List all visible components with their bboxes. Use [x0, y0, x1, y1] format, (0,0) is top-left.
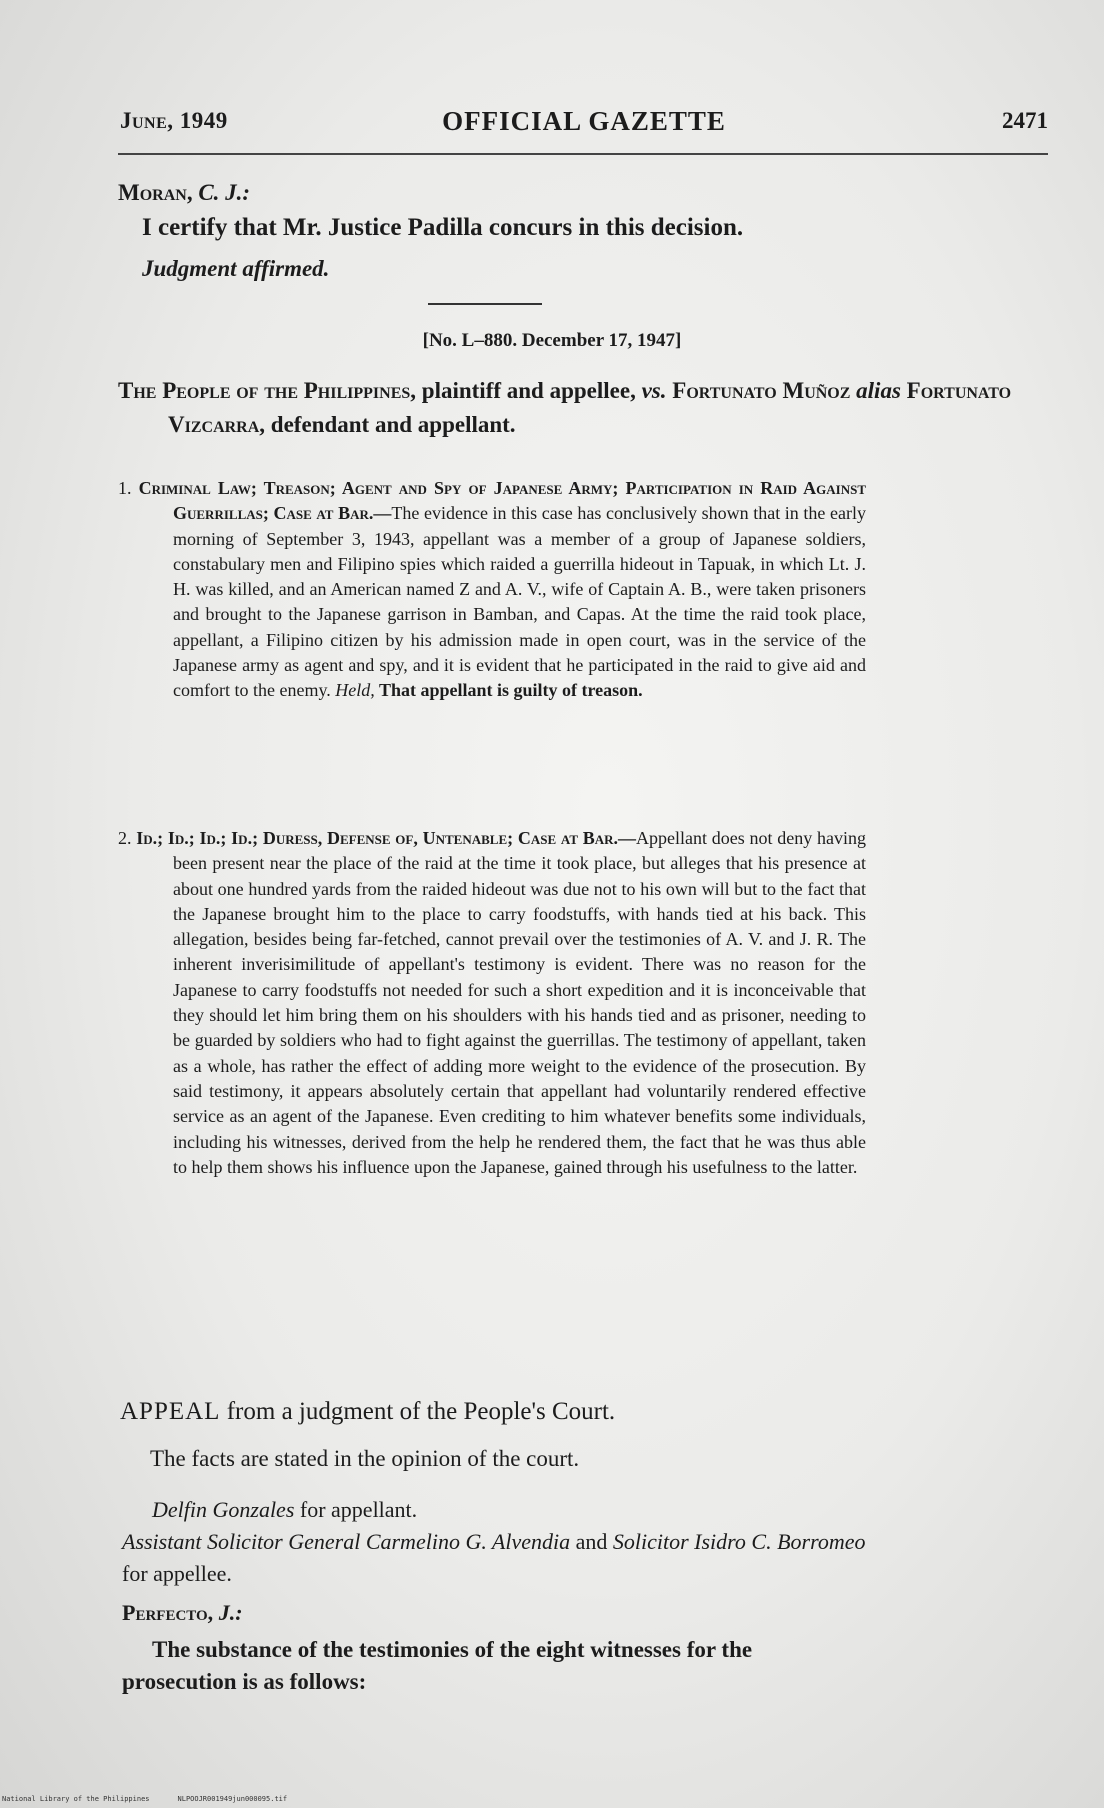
party-plaintiff: The People of the Philippines,	[118, 378, 417, 403]
justice-name: Moran,	[118, 180, 193, 205]
footer-file: NLPOOJR001949jun000095.tif	[177, 1795, 288, 1803]
syllabus-heading: Criminal Law; Treason; Agent and Spy of Japanese Army; Participation in Raid Against Guerrillas; Case at Bar.—	[138, 478, 867, 524]
appellee-role: for appellee.	[122, 1561, 232, 1586]
preceding-justice	[118, 180, 1038, 206]
case-number: [No. L–880. December 17, 1947]	[422, 330, 682, 351]
syllabus-item	[118, 476, 866, 704]
role-plaintiff: plaintiff and appellee,	[416, 378, 642, 403]
held-label: Held,	[335, 680, 375, 701]
footer-library: National Library of the Philippines	[2, 1795, 150, 1803]
opinion-text: The substance of the testimonies of the eight witnesses for the prosecution is as follows:	[122, 1637, 753, 1694]
party-defendant: Fortunato Muñoz	[666, 378, 857, 403]
appellant-role: for appellant.	[294, 1497, 418, 1522]
role-defendant: defendant and appellant.	[265, 412, 516, 437]
opinion-justice-name: Perfecto,	[122, 1600, 214, 1625]
appellant-counsel: Delfin Gonzales	[152, 1497, 295, 1522]
facts-line: The facts are stated in the opinion of the court.	[150, 1446, 580, 1471]
versus: vs.	[641, 378, 667, 403]
appellee-counsel-2: Solicitor Isidro C. Borromeo	[612, 1529, 866, 1554]
appeal-text: from a judgment of the People's Court.	[220, 1398, 616, 1425]
appeal-lead: APPEAL	[120, 1398, 221, 1425]
disposition-text: Judgment affirmed.	[142, 256, 330, 281]
syllabus-text: The evidence in this case has conclusively shown that in the early morning of September 3, 1943, appellant was a member of a group of Japanese soldiers, constabulary men and Filipino spies which raided a guerrilla hideout in Tapuak, in which Lt. J. H. was killed, and an American named Z and A. V., wife of Captain A. B., were taken prisoners and brought to the Japanese garrison in Bamban, and Capas. At the time the raid took place, appellant, a Filipino citizen by his admission made in open court, was in the service of the Japanese army as agent and spy, and it is evident that he participated in the raid to give aid and comfort to the enemy.	[173, 503, 867, 701]
syllabus-number: 1.	[118, 478, 139, 498]
page-number: 2471	[1002, 108, 1048, 133]
case-title	[118, 374, 1088, 442]
alias-label: alias	[856, 378, 901, 403]
appeal-line	[120, 1398, 615, 1426]
syllabus-number: 2.	[118, 828, 137, 848]
syllabus-item	[118, 826, 866, 1180]
syllabus-holding: That appellant is guilty of treason.	[374, 680, 643, 701]
conjunction: and	[570, 1529, 613, 1554]
section-divider	[428, 303, 542, 305]
certification-text: I certify that Mr. Justice Padilla concurs in this decision.	[142, 214, 744, 241]
opinion-justice	[122, 1600, 243, 1626]
issue-date: June, 1949	[120, 108, 228, 133]
syllabus-heading: Id.; Id.; Id.; Id.; Duress, Defense of, Untenable; Case at Bar.—	[136, 828, 637, 848]
opinion-justice-title: J.:	[218, 1600, 243, 1625]
justice-title: C. J.:	[198, 180, 251, 205]
publication-title: OFFICIAL GAZETTE	[442, 106, 726, 136]
scan-footer	[2, 1795, 315, 1803]
syllabus-text: Appellant does not deny having been present near the place of the raid at the time it took place, but alleges that his presence at about one hundred yards from the raided hideout was due not to his own will but to the fact that the Japanese brought him to the place to carry foodstuffs, with hands tied at his back. This allegation, besides being far-fetched, cannot prevail over the testimonies of A. V. and J. R. The inherent inverisimilitude of appellant's testimony is evident. There was no reason for the Japanese to carry foodstuffs not needed for such a short expedition and it is inconceivable that they should let him bring them on his shoulders with his hands tied and as prisoner, needing to be guarded by soldiers who had to fight against the guerrillas. The testimony of appellant, taken as a whole, has rather the effect of adding more weight to the evidence of the prosecution. By said testimony, it appears absolutely certain that appellant had voluntarily rendered effective service as an agent of the Japanese. Even crediting to him whatever benefits some individuals, including his witnesses, derived from the help he rendered them, the fact that he was thus able to help them shows his influence upon the Japanese, gained through his usefulness to the latter.	[173, 828, 867, 1177]
header-rule	[118, 153, 1048, 155]
appellee-counsel: Assistant Solicitor General Carmelino G. Alvendia	[122, 1529, 571, 1554]
counsel-block	[122, 1494, 867, 1590]
page-header	[120, 108, 1048, 148]
party-defendant-alias: Fortunato Vizcarra,	[168, 378, 1012, 437]
